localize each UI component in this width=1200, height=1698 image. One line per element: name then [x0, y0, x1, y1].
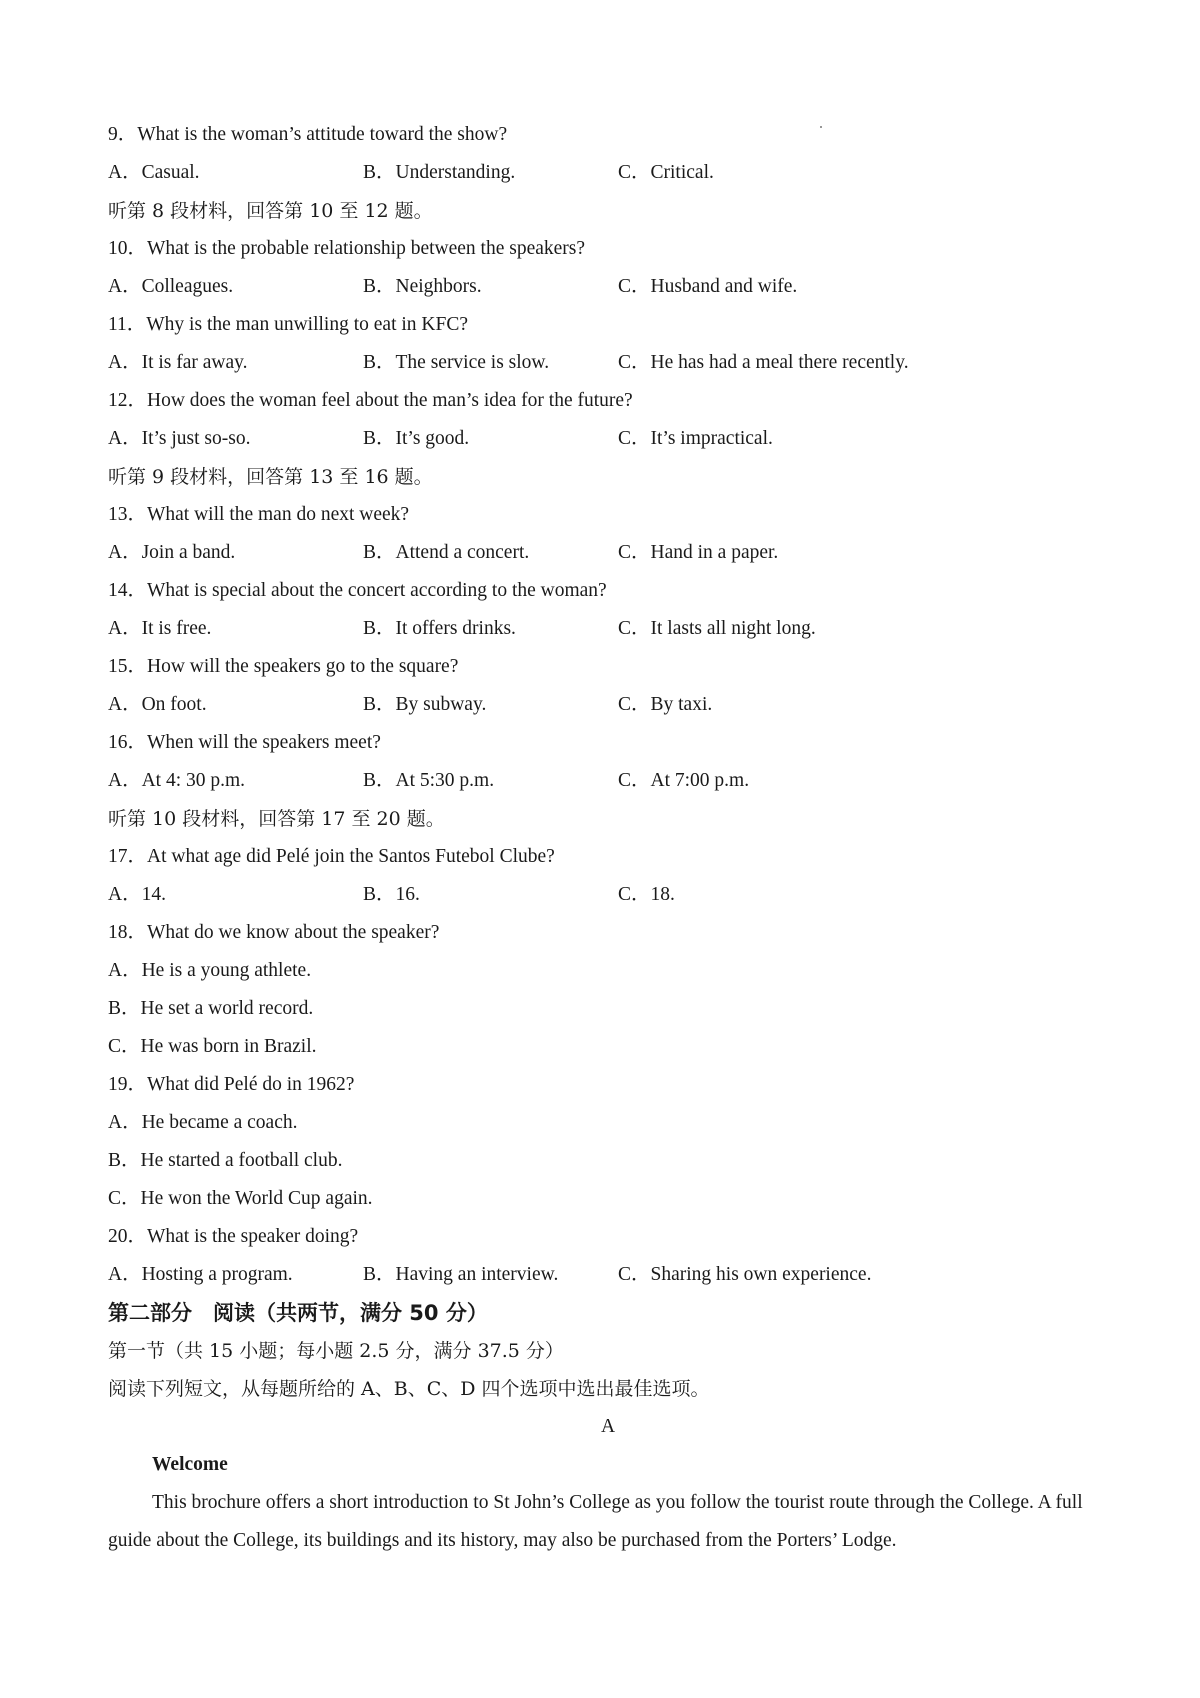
reading-instruction: 阅读下列短文，从每题所给的 A、B、C、D 四个选项中选出最佳选项。 — [108, 1378, 710, 1400]
question-15-options — [108, 686, 1108, 724]
listening-note-9: 听第 9 段材料，回答第 13 至 16 题。 — [108, 466, 433, 488]
option-a: A．He became a coach. — [108, 1112, 298, 1133]
option-a: A．14. — [108, 884, 166, 905]
question-13-options — [108, 534, 1108, 572]
option-c: C．He was born in Brazil. — [108, 1036, 317, 1057]
question-16-options — [108, 762, 1108, 800]
passage-paragraph: This brochure offers a short introduction to St John’s College as you follow the tourist route through the College. A full guide about the College, its buildings and its history, may also be purchased from the Porters’ Lodge. — [108, 1492, 1083, 1551]
option-b: B．Neighbors. — [363, 276, 482, 297]
option-c: C．At 7:00 p.m. — [618, 770, 750, 791]
option-b: B．Understanding. — [363, 162, 516, 183]
option-c: C．18. — [618, 884, 675, 905]
option-c: C．He won the World Cup again. — [108, 1188, 373, 1209]
option-b: B．By subway. — [363, 694, 487, 715]
listening-note-10: 听第 10 段材料，回答第 17 至 20 题。 — [108, 808, 445, 830]
question-11-options — [108, 344, 1108, 382]
option-c: C．Critical. — [618, 162, 714, 183]
passage-letter: A — [600, 1416, 616, 1437]
passage-title: Welcome — [152, 1454, 228, 1475]
question-11: 11．Why is the man unwilling to eat in KFC? — [108, 314, 468, 335]
option-a: A．Join a band. — [108, 542, 236, 563]
question-17-options — [108, 876, 1108, 914]
option-b: B．It’s good. — [363, 428, 470, 449]
question-12: 12．How does the woman feel about the man’s idea for the future? — [108, 390, 633, 411]
section1-heading: 第一节（共 15 小题；每小题 2.5 分，满分 37.5 分） — [108, 1340, 564, 1362]
question-17: 17．At what age did Pelé join the Santos Futebol Clube? — [108, 846, 555, 867]
option-c: C．Hand in a paper. — [618, 542, 779, 563]
question-9: 9．What is the woman’s attitude toward the show? — [108, 124, 508, 145]
exam-page — [108, 116, 1108, 1560]
question-14: 14．What is special about the concert according to the woman? — [108, 580, 607, 601]
listening-note-8: 听第 8 段材料，回答第 10 至 12 题。 — [108, 200, 433, 222]
question-12-options — [108, 420, 1108, 458]
option-b: B．He started a football club. — [108, 1150, 343, 1171]
question-10-options — [108, 268, 1108, 306]
question-14-options — [108, 610, 1108, 648]
option-b: B．Attend a concert. — [363, 542, 530, 563]
option-b: B．16. — [363, 884, 420, 905]
option-a: A．It is free. — [108, 618, 212, 639]
option-a: A．Colleagues. — [108, 276, 234, 297]
option-a: A．He is a young athlete. — [108, 960, 312, 981]
option-c: C．Sharing his own experience. — [618, 1264, 872, 1285]
option-a: A．Hosting a program. — [108, 1264, 293, 1285]
option-a: A．It is far away. — [108, 352, 248, 373]
option-b: B．The service is slow. — [363, 352, 550, 373]
option-b: B．Having an interview. — [363, 1264, 559, 1285]
question-15: 15．How will the speakers go to the square? — [108, 656, 459, 677]
option-c: C．It’s impractical. — [618, 428, 773, 449]
part2-heading: 第二部分 阅读（共两节，满分 50 分） — [108, 1301, 488, 1325]
question-16: 16．When will the speakers meet? — [108, 732, 381, 753]
question-13: 13．What will the man do next week? — [108, 504, 410, 525]
option-c: C．He has had a meal there recently. — [618, 352, 909, 373]
question-10: 10．What is the probable relationship between the speakers? — [108, 238, 586, 259]
option-b: B．It offers drinks. — [363, 618, 516, 639]
option-b: B．He set a world record. — [108, 998, 314, 1019]
option-a: A．On foot. — [108, 694, 207, 715]
option-c: C．By taxi. — [618, 694, 713, 715]
question-19: 19．What did Pelé do in 1962? — [108, 1074, 355, 1095]
option-c: C．It lasts all night long. — [618, 618, 816, 639]
question-20-options — [108, 1256, 1108, 1294]
question-20: 20．What is the speaker doing? — [108, 1226, 359, 1247]
option-a: A．Casual. — [108, 162, 200, 183]
option-a: A．At 4: 30 p.m. — [108, 770, 246, 791]
option-c: C．Husband and wife. — [618, 276, 798, 297]
question-9-options — [108, 154, 1108, 192]
option-b: B．At 5:30 p.m. — [363, 770, 495, 791]
question-18: 18．What do we know about the speaker? — [108, 922, 440, 943]
option-a: A．It’s just so-so. — [108, 428, 251, 449]
